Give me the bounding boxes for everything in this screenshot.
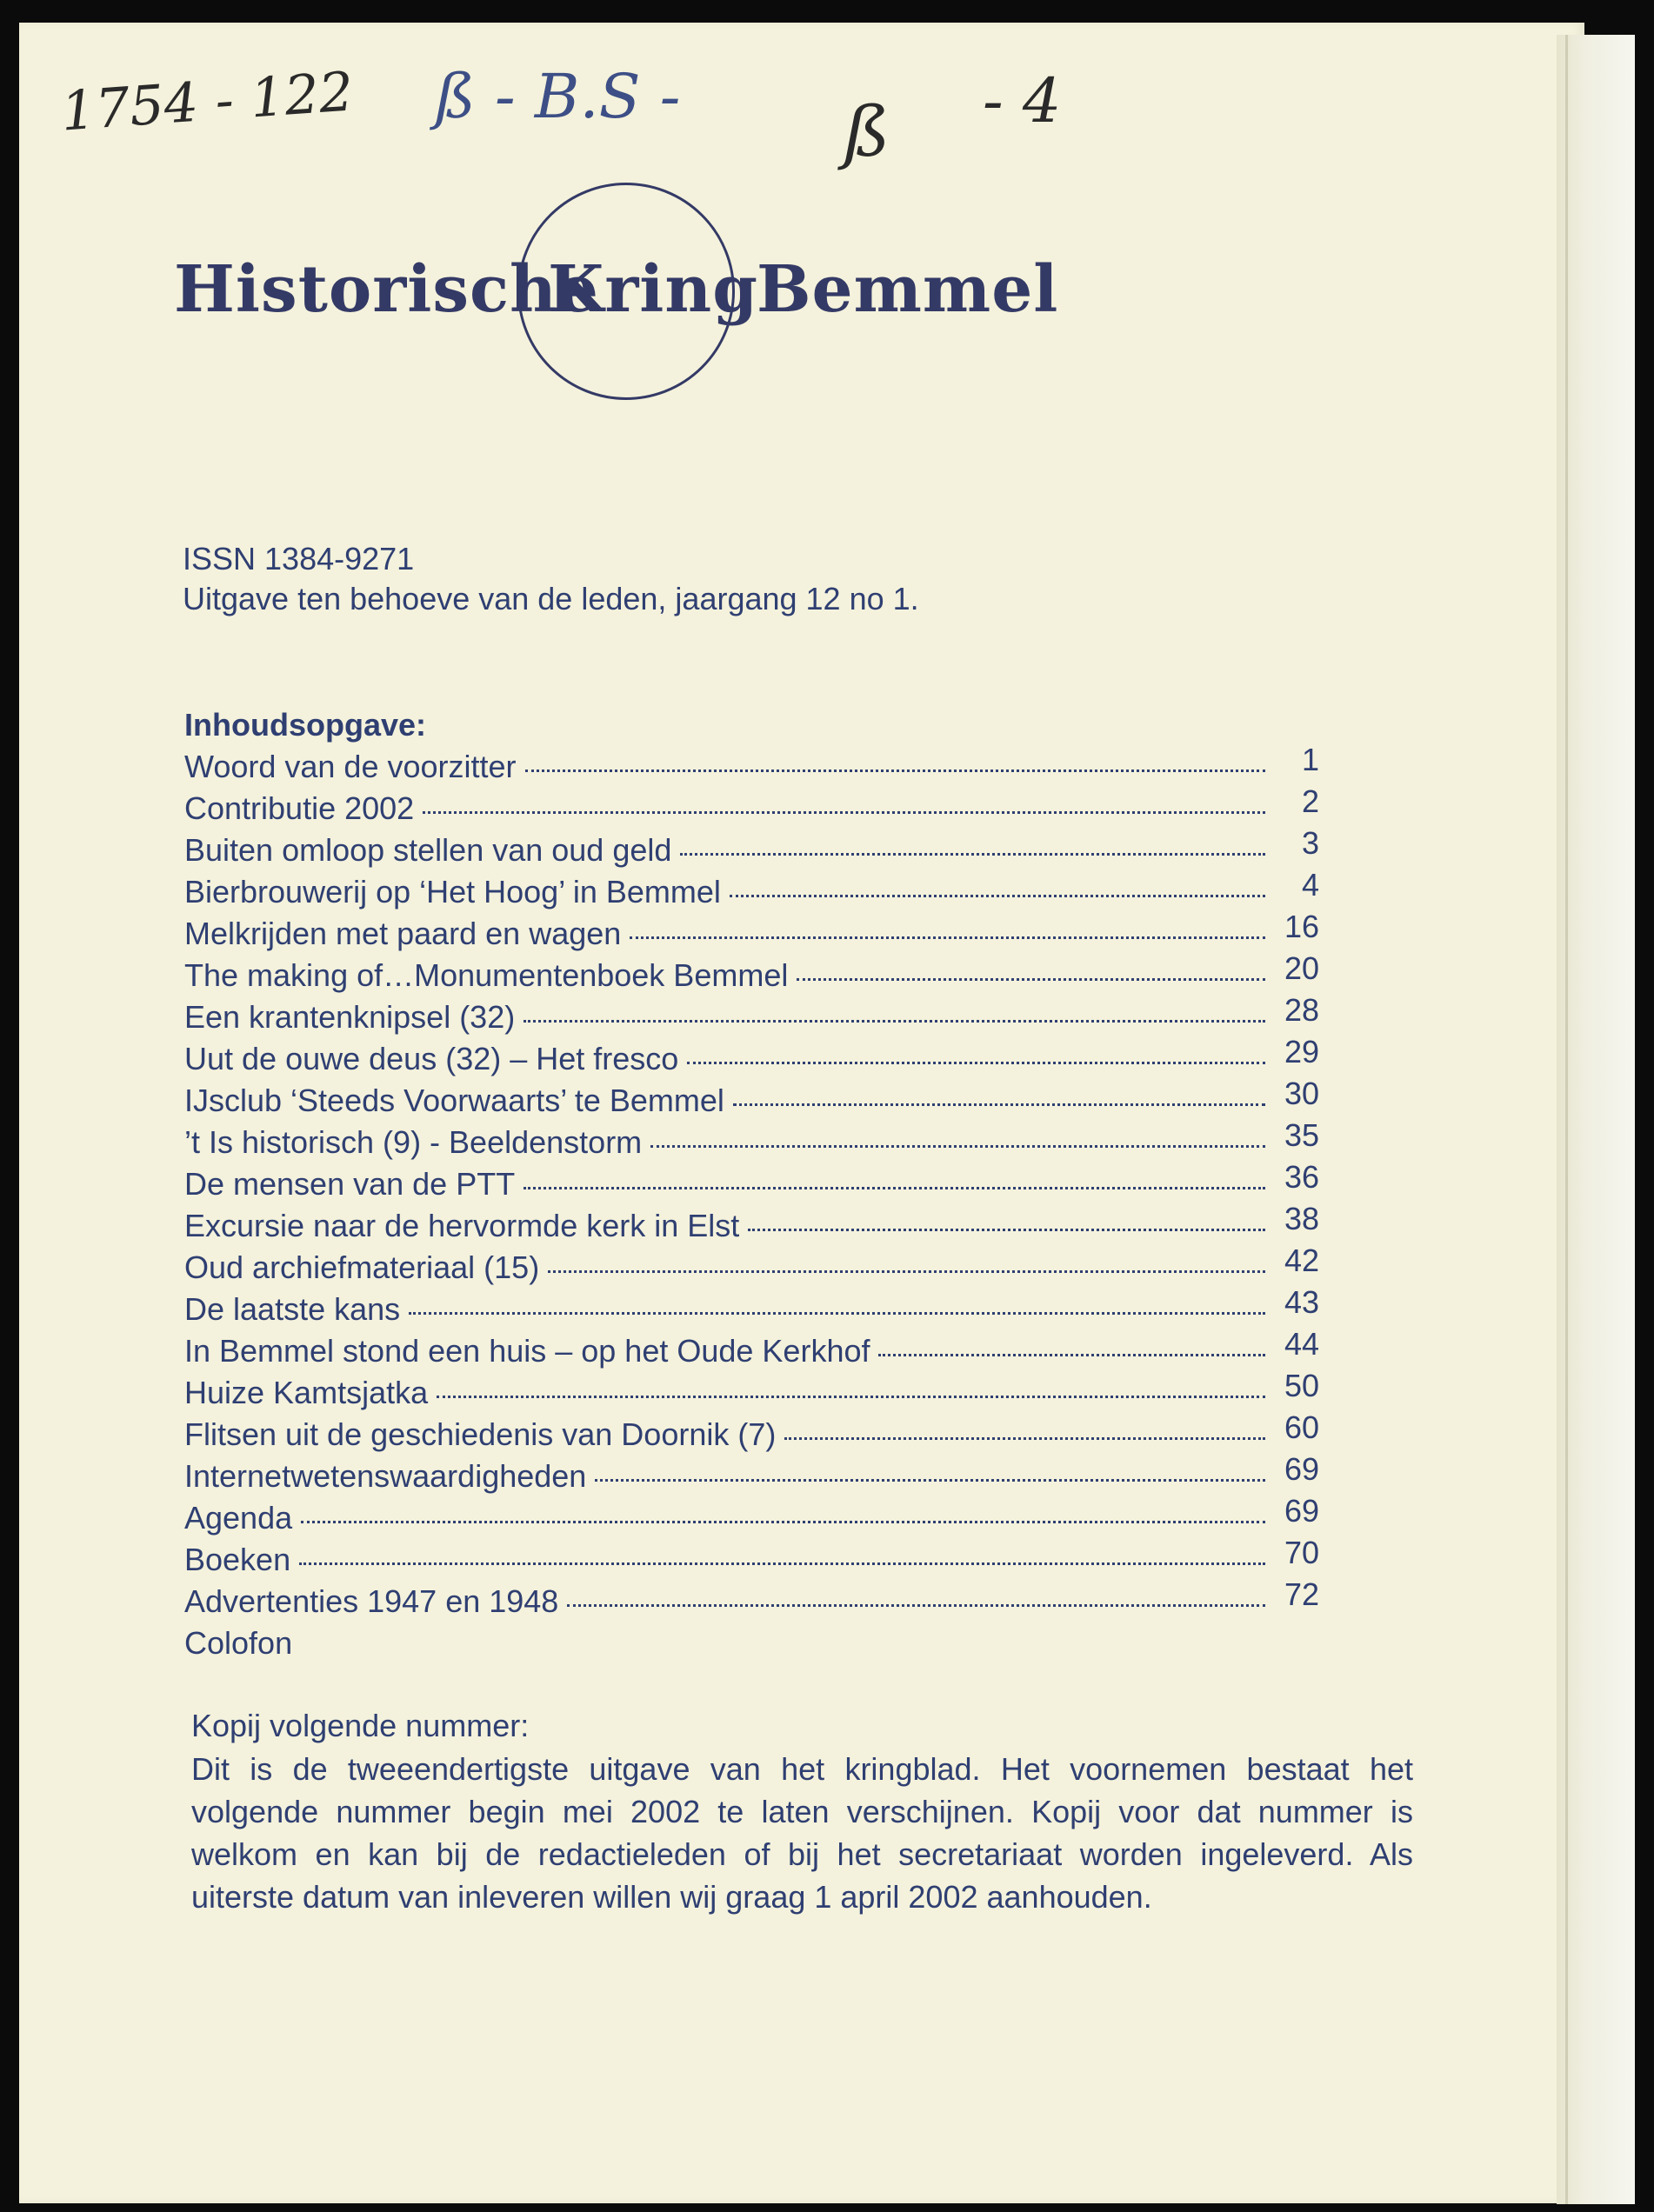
toc-entry-page-number: 29: [1284, 1034, 1319, 1069]
toc-entry-colofon: [184, 1622, 1319, 1664]
toc-entry-page-number: 35: [1284, 1117, 1319, 1153]
toc-dot-leader: [301, 1521, 1265, 1523]
toc-entry-label: Oud archiefmateriaal (15): [184, 1249, 540, 1285]
toc-entry-page-number: 1: [1301, 742, 1319, 777]
toc-entry-page-number: 36: [1284, 1159, 1319, 1195]
handwritten-mark: ß: [844, 91, 890, 172]
toc-dot-leader: [733, 1103, 1265, 1106]
toc-entry-page-number: 50: [1284, 1368, 1319, 1403]
toc-entry: [184, 992, 1319, 1038]
toc-entry-page-number: 72: [1284, 1576, 1319, 1612]
publication-info: [183, 539, 919, 619]
toc-dot-leader: [687, 1062, 1265, 1064]
toc-dot-leader: [524, 1020, 1265, 1023]
toc-dot-leader: [650, 1145, 1265, 1148]
toc-entry-page-number: 20: [1284, 950, 1319, 986]
toc-entry-label: Advertenties 1947 en 1948: [184, 1583, 559, 1619]
toc-title: Inhoudsopgave:: [184, 707, 426, 743]
toc-entry-label: Bierbrouwerij op ‘Het Hoog’ in Bemmel: [184, 874, 721, 909]
page-edge: [1557, 35, 1635, 2204]
toc-dot-leader: [423, 811, 1265, 814]
toc-entry-page-number: 16: [1284, 909, 1319, 944]
toc-entry-label: The making of…Monumentenboek Bemmel: [184, 957, 789, 993]
kopij-section: [191, 1704, 1413, 1918]
toc-dot-leader: [299, 1562, 1265, 1565]
toc-dot-leader: [730, 895, 1265, 897]
toc-entry: [184, 1409, 1319, 1456]
toc-entry: [184, 1493, 1319, 1539]
toc-dot-leader: [567, 1604, 1265, 1607]
toc-entry-page-number: 60: [1284, 1409, 1319, 1445]
toc-entry: [184, 1535, 1319, 1581]
toc-entry: [184, 909, 1319, 955]
toc-entry: [184, 1368, 1319, 1414]
toc-entry-page-number: 42: [1284, 1243, 1319, 1278]
toc-dot-leader: [525, 770, 1265, 772]
toc-entry-page-number: 30: [1284, 1076, 1319, 1111]
toc-entry: [184, 783, 1319, 830]
toc-entry-label: Buiten omloop stellen van oud geld: [184, 832, 672, 868]
toc-entry-label: Melkrijden met paard en wagen: [184, 916, 622, 951]
masthead-logo: [174, 183, 1059, 409]
toc-dot-leader: [878, 1354, 1265, 1356]
handwritten-number: 1754 - 122: [58, 59, 356, 143]
toc-entry: [184, 742, 1319, 788]
toc-dot-leader: [797, 978, 1265, 981]
toc-entry-label: Boeken: [184, 1542, 291, 1577]
kopij-paragraph: Dit is de tweeendertigste uitgave van het kringblad. Het voornemen bestaat het volgende nummer begin mei 2002 te laten verschijnen. Kopij voor dat nummer is welkom en kan bij de redactieleden of bij het secretariaat worden ingeleverd. Als uiterste datum van inleveren willen wij graag 1 april 2002 aanhouden.: [191, 1751, 1413, 1915]
toc-entry-page-number: 69: [1284, 1451, 1319, 1487]
toc-entry-label: Colofon: [184, 1625, 293, 1661]
toc-entry-page-number: 43: [1284, 1284, 1319, 1320]
toc-dot-leader: [524, 1187, 1265, 1189]
edition-line: Uitgave ten behoeve van de leden, jaargang 12 no 1.: [183, 581, 919, 616]
toc-entry-label: De laatste kans: [184, 1291, 401, 1327]
masthead-word-bemmel: Bemmel: [757, 252, 1059, 327]
masthead-word-kring: Kring: [548, 252, 758, 327]
toc-entry: [184, 1243, 1319, 1289]
toc-entry: [184, 1284, 1319, 1330]
toc-list: [184, 742, 1319, 1622]
issn-line: ISSN 1384-9271: [183, 541, 415, 576]
toc-entry: [184, 825, 1319, 871]
toc-entry-label: IJsclub ‘Steeds Voorwaarts’ te Bemmel: [184, 1083, 724, 1118]
toc-entry-label: Agenda: [184, 1500, 293, 1536]
toc-entry: [184, 1201, 1319, 1247]
toc-entry: [184, 1034, 1319, 1080]
toc-entry-label: Flitsen uit de geschiedenis van Doornik (7): [184, 1416, 777, 1452]
toc-entry-label: In Bemmel stond een huis – op het Oude Kerkhof: [184, 1333, 870, 1369]
toc-entry: [184, 1076, 1319, 1122]
toc-entry: [184, 1117, 1319, 1163]
toc-dot-leader: [784, 1437, 1265, 1440]
toc-entry-page-number: 4: [1301, 867, 1319, 903]
handwritten-code: ß - B.S -: [435, 61, 681, 132]
toc-entry-label: ’t Is historisch (9) - Beeldenstorm: [184, 1124, 643, 1160]
toc-entry-label: Contributie 2002: [184, 790, 415, 826]
toc-entry-label: Excursie naar de hervormde kerk in Elst: [184, 1208, 740, 1243]
toc-entry: [184, 1451, 1319, 1497]
toc-entry-label: Internetwetenswaardigheden: [184, 1458, 587, 1494]
toc-entry-page-number: 2: [1301, 783, 1319, 819]
toc-entry-page-number: 3: [1301, 825, 1319, 861]
kopij-heading: Kopij volgende nummer:: [191, 1708, 530, 1743]
page-fold-line: [1565, 35, 1568, 2204]
toc-entry: [184, 950, 1319, 996]
table-of-contents: [184, 704, 1319, 1664]
toc-entry-page-number: 69: [1284, 1493, 1319, 1529]
toc-dot-leader: [595, 1479, 1265, 1482]
toc-dot-leader: [437, 1396, 1265, 1398]
toc-entry: [184, 867, 1319, 913]
toc-entry: [184, 1326, 1319, 1372]
toc-entry-label: Huize Kamtsjatka: [184, 1375, 429, 1410]
toc-entry: [184, 1576, 1319, 1622]
toc-entry-page-number: 28: [1284, 992, 1319, 1028]
toc-entry-label: De mensen van de PTT: [184, 1166, 516, 1202]
toc-dot-leader: [548, 1270, 1265, 1273]
toc-entry-label: Woord van de voorzitter: [184, 749, 517, 784]
toc-dot-leader: [409, 1312, 1265, 1315]
toc-dot-leader: [680, 853, 1265, 856]
toc-dot-leader: [748, 1229, 1265, 1231]
masthead-word-historische: Historische: [174, 252, 599, 327]
toc-entry-page-number: 38: [1284, 1201, 1319, 1236]
toc-entry-page-number: 44: [1284, 1326, 1319, 1362]
toc-entry-page-number: 70: [1284, 1535, 1319, 1570]
handwritten-suffix: - 4: [983, 65, 1062, 137]
toc-entry-label: Een krantenknipsel (32): [184, 999, 516, 1035]
toc-entry-label: Uut de ouwe deus (32) – Het fresco: [184, 1041, 679, 1076]
toc-entry: [184, 1159, 1319, 1205]
toc-dot-leader: [630, 936, 1265, 939]
